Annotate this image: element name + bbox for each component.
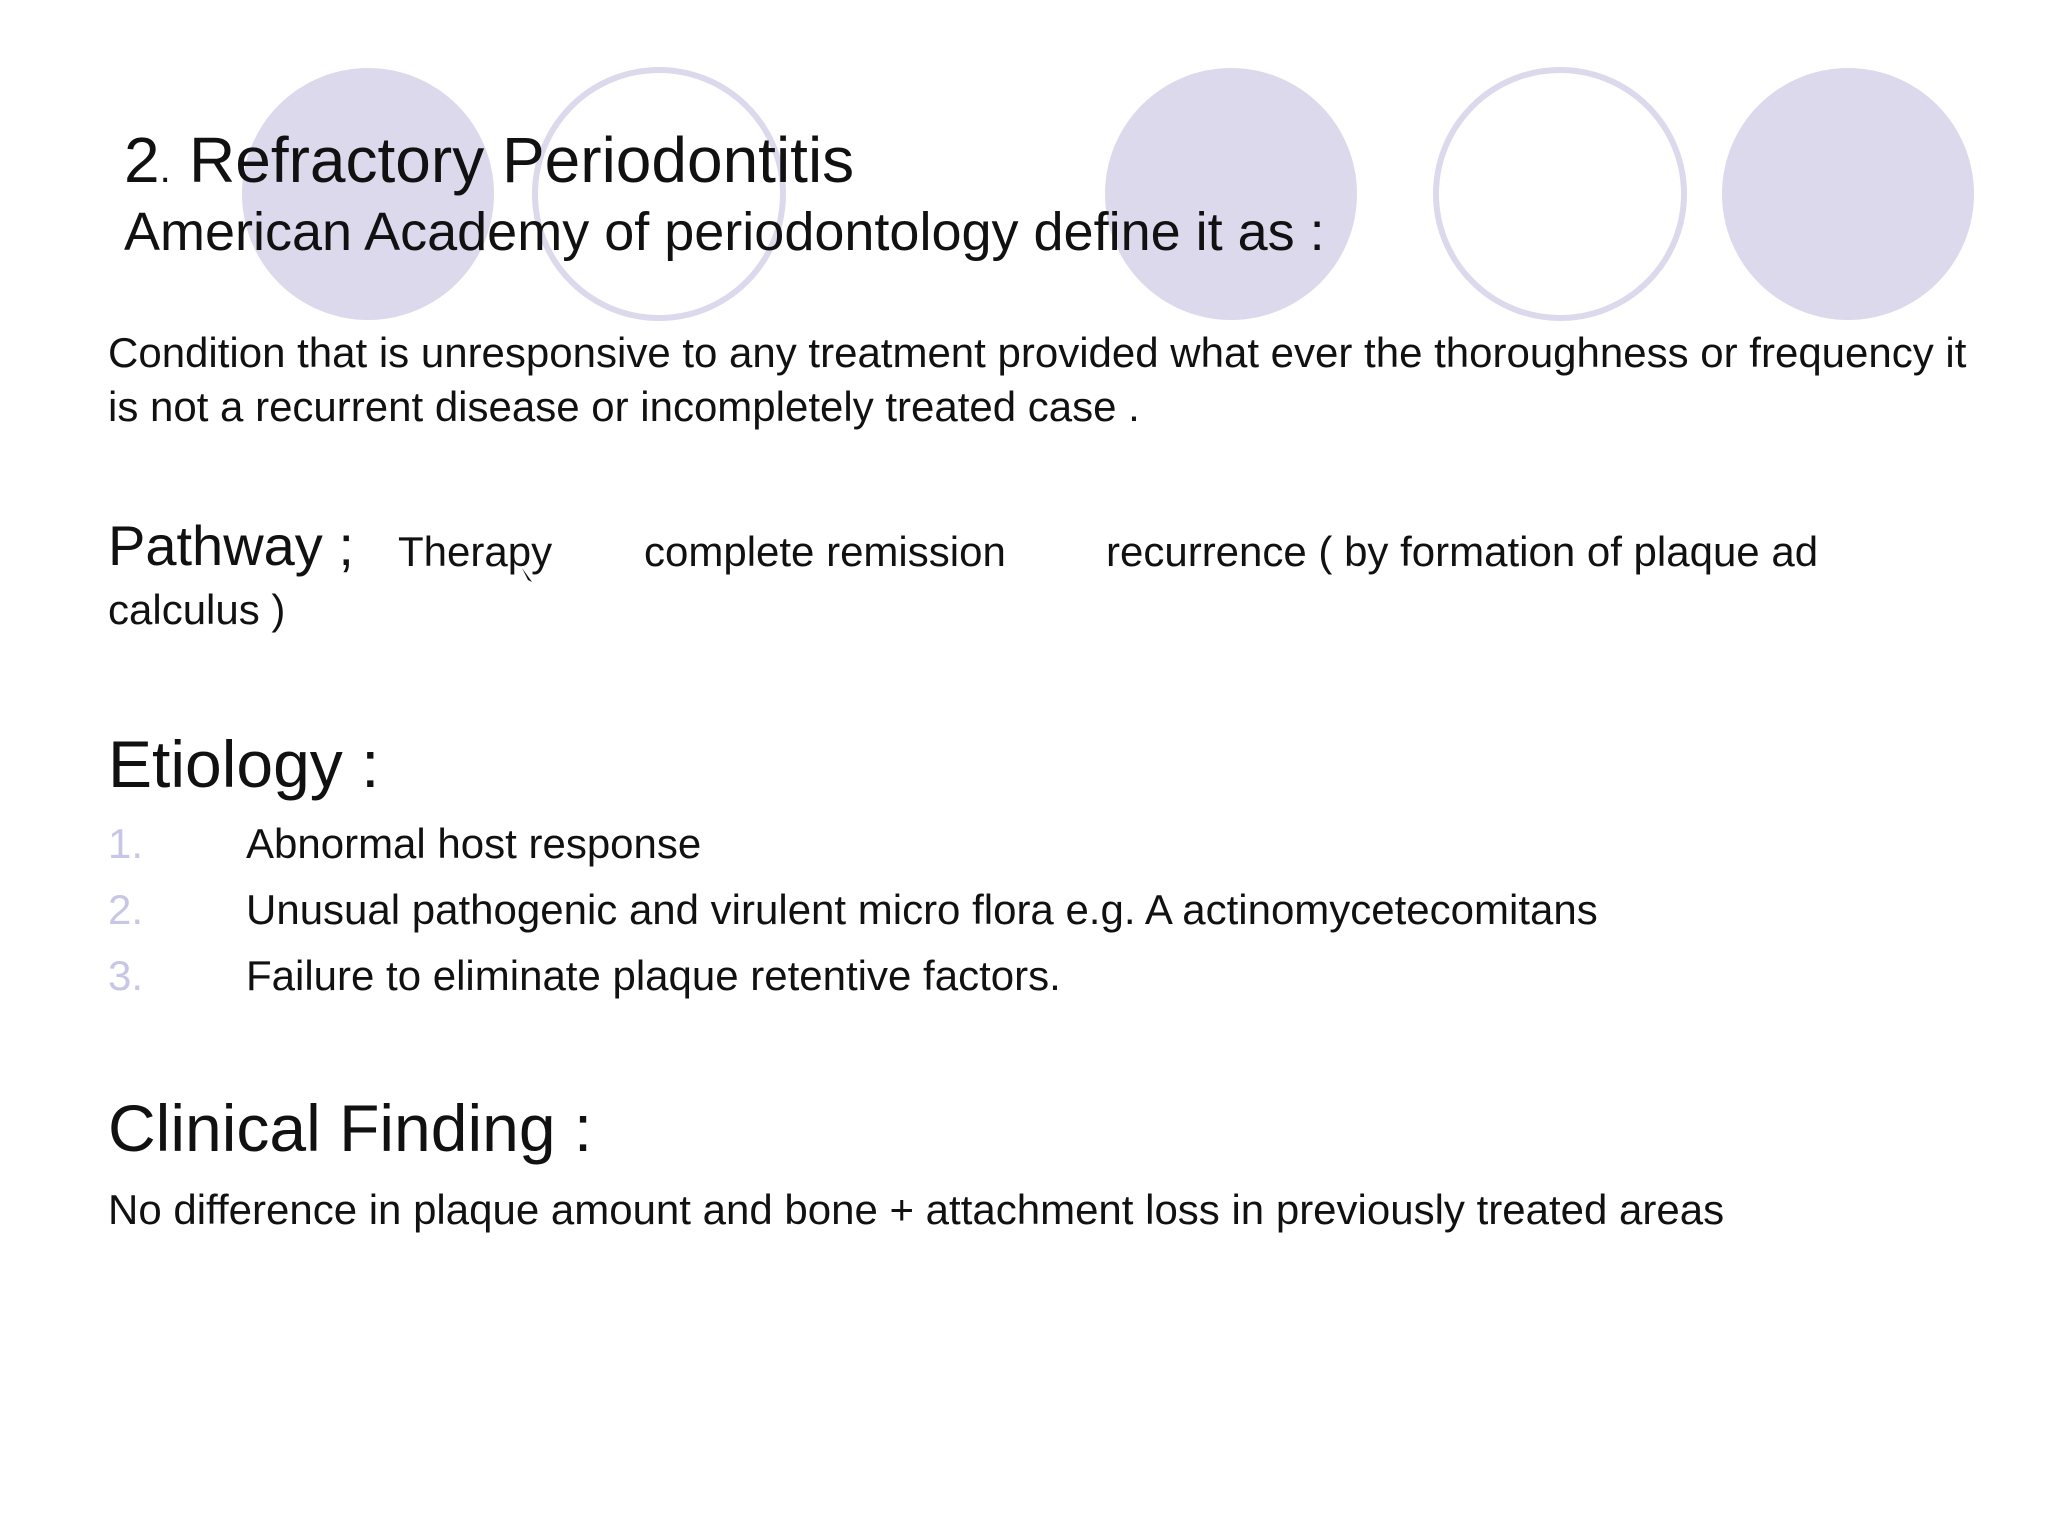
etiology-item-number: 2. bbox=[108, 886, 144, 933]
clinical-finding-text: No difference in plaque amount and bone + attachment loss in previously treated areas bbox=[108, 1186, 1725, 1233]
pathway-label: Pathway ; bbox=[108, 514, 354, 577]
pathway-step-recurrence: recurrence ( by formation of plaque ad bbox=[1106, 528, 1819, 575]
title-number-dot: . bbox=[159, 147, 171, 191]
pathway-continuation: calculus ) bbox=[108, 586, 286, 633]
decor-circle-filled bbox=[1105, 68, 1357, 320]
decor-circle-ring bbox=[1436, 70, 1684, 318]
definition-paragraph: Condition that is unresponsive to any treatment provided what ever the thoroughness or frequency it is not a recurrent disease or incompletely treated case . bbox=[108, 329, 1967, 430]
etiology-item-number: 3. bbox=[108, 952, 144, 999]
slide-subtitle: American Academy of periodontology define it as : bbox=[124, 202, 1325, 262]
clinical-finding-heading: Clinical Finding : bbox=[108, 1091, 593, 1165]
decor-circle-filled bbox=[1722, 68, 1974, 320]
title-number bbox=[124, 124, 171, 205]
cursor-tick-icon bbox=[520, 566, 540, 586]
title-number-digit: 2 bbox=[124, 124, 160, 196]
etiology-heading: Etiology : bbox=[108, 727, 380, 801]
etiology-item-text: Unusual pathogenic and virulent micro flora e.g. A actinomycetecomitans bbox=[246, 886, 1598, 933]
slide-title: Refractory Periodontitis bbox=[189, 124, 855, 196]
etiology-item-text: Abnormal host response bbox=[246, 820, 702, 867]
pathway-step-therapy: Therapy bbox=[398, 528, 553, 575]
etiology-item-number: 1. bbox=[108, 820, 144, 867]
pathway-step-remission: complete remission bbox=[644, 528, 1006, 575]
etiology-item-text: Failure to eliminate plaque retentive factors. bbox=[246, 952, 1061, 999]
